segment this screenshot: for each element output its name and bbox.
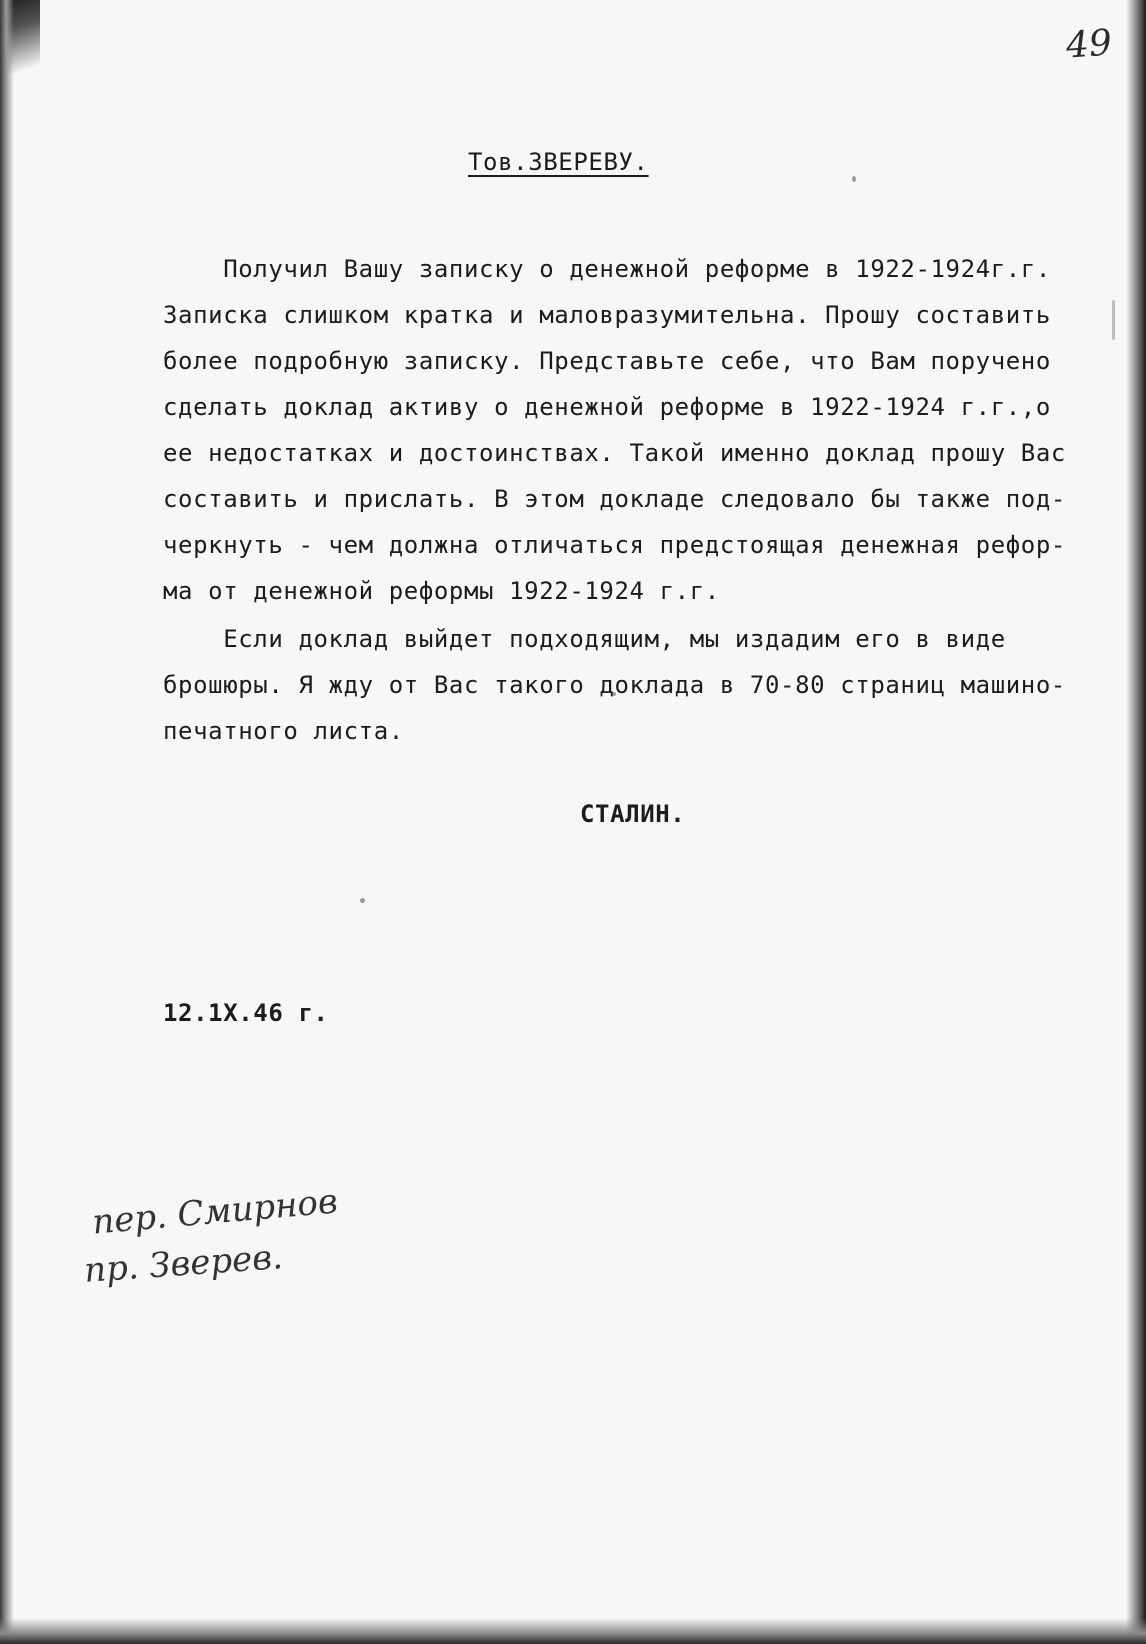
- document-date: 12.1X.46 г.: [163, 999, 329, 1027]
- body-line: более подробную записку. Представьте себе, что Вам поручено: [163, 347, 1051, 375]
- page-number: 49: [1064, 22, 1114, 67]
- body-line: ее недостатках и достоинствах. Такой именно доклад прошу Вас: [163, 439, 1066, 467]
- page-bottom-edge: [0, 1618, 1146, 1644]
- paper-speck: [360, 898, 365, 903]
- body-line: черкнуть - чем должна отличаться предстоящая денежная рефор-: [163, 531, 1066, 559]
- handwritten-note: пер. Смирнов: [90, 1181, 340, 1243]
- body-line: ма от денежной реформы 1922-1924 г.г.: [163, 577, 720, 605]
- body-line: Если доклад выйдет подходящим, мы издадим его в виде: [163, 625, 1006, 653]
- signature: СТАЛИН.: [580, 800, 686, 828]
- paper-scratch: [1112, 300, 1115, 340]
- body-line: Получил Вашу записку о денежной реформе в 1922-1924г.г.: [163, 255, 1051, 283]
- body-line: составить и прислать. В этом докладе следовало бы также под-: [163, 485, 1066, 513]
- body-line: сделать доклад активу о денежной реформе в 1922-1924 г.г.,о: [163, 393, 1051, 421]
- handwritten-note: пр. Зверев.: [82, 1237, 285, 1291]
- paper-speck: [852, 176, 856, 182]
- page-right-edge: [1126, 0, 1146, 1644]
- body-line: печатного листа.: [163, 717, 404, 745]
- addressee-heading: Тов.ЗВЕРЕВУ.: [468, 148, 649, 176]
- body-line: Записка слишком кратка и маловразумительна. Прошу составить: [163, 301, 1051, 329]
- body-line: брошюры. Я жду от Вас такого доклада в 70-80 страниц машино-: [163, 671, 1066, 699]
- page-left-edge: [0, 0, 14, 1644]
